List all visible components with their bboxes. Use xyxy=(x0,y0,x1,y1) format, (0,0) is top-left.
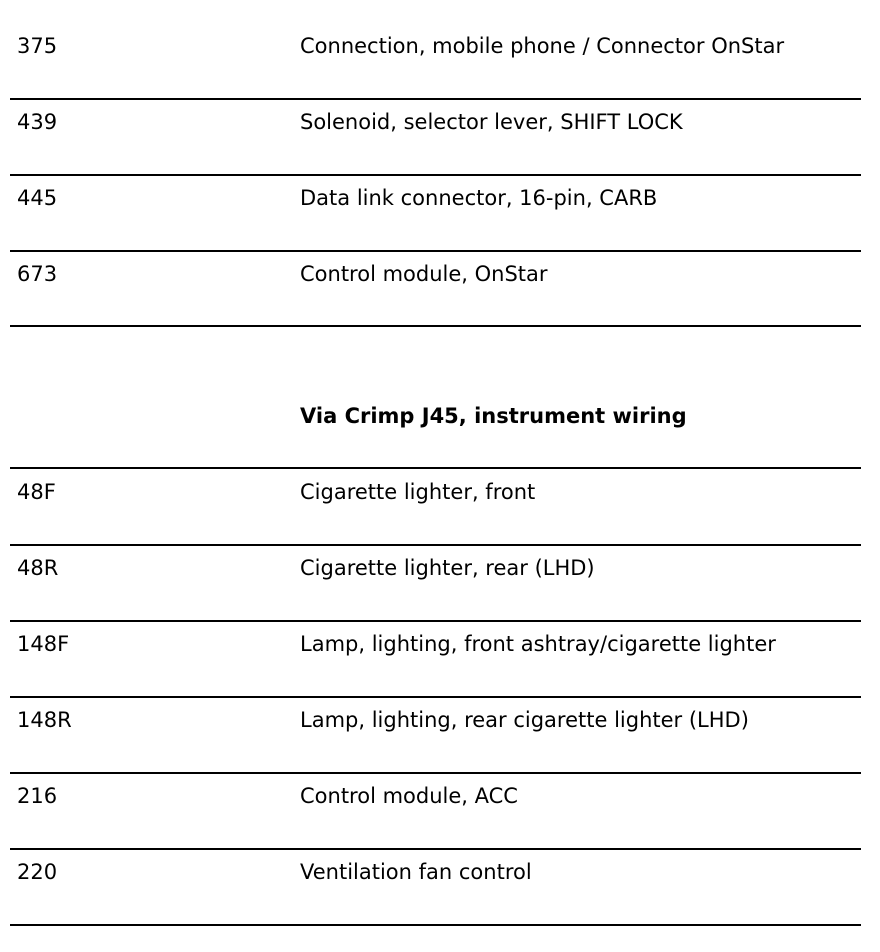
component-code: 220 xyxy=(17,860,58,884)
component-description: Control module, OnStar xyxy=(300,262,548,286)
component-code: 48R xyxy=(17,556,59,580)
table-row xyxy=(0,556,880,580)
table-row xyxy=(0,632,880,656)
row-divider xyxy=(10,98,861,100)
component-description: Connection, mobile phone / Connector OnStar xyxy=(300,34,785,58)
component-description: Ventilation fan control xyxy=(300,860,532,884)
component-description: Control module, ACC xyxy=(300,784,518,808)
component-code: 148F xyxy=(17,632,70,656)
table-row xyxy=(0,262,880,286)
component-code: 673 xyxy=(17,262,58,286)
row-divider xyxy=(10,250,861,252)
section-heading: Via Crimp J45, instrument wiring xyxy=(300,404,687,428)
table-row xyxy=(0,860,880,884)
component-description: Lamp, lighting, front ashtray/cigarette lighter xyxy=(300,632,776,656)
component-code: 148R xyxy=(17,708,72,732)
component-description: Cigarette lighter, rear (LHD) xyxy=(300,556,595,580)
row-divider xyxy=(10,924,861,926)
component-description: Solenoid, selector lever, SHIFT LOCK xyxy=(300,110,683,134)
component-description: Data link connector, 16-pin, CARB xyxy=(300,186,658,210)
component-code: 216 xyxy=(17,784,58,808)
component-code: 48F xyxy=(17,480,56,504)
component-code: 375 xyxy=(17,34,58,58)
row-divider xyxy=(10,772,861,774)
table-row xyxy=(0,186,880,210)
component-description: Lamp, lighting, rear cigarette lighter (LHD) xyxy=(300,708,749,732)
row-divider xyxy=(10,696,861,698)
row-divider xyxy=(10,544,861,546)
row-divider xyxy=(10,467,861,469)
row-divider xyxy=(10,174,861,176)
table-row xyxy=(0,110,880,134)
component-code: 439 xyxy=(17,110,58,134)
row-divider xyxy=(10,620,861,622)
row-divider xyxy=(10,325,861,327)
component-description: Cigarette lighter, front xyxy=(300,480,536,504)
table-row xyxy=(0,480,880,504)
table-row xyxy=(0,784,880,808)
table-row xyxy=(0,34,880,58)
table-row xyxy=(0,708,880,732)
component-code: 445 xyxy=(17,186,58,210)
row-divider xyxy=(10,848,861,850)
